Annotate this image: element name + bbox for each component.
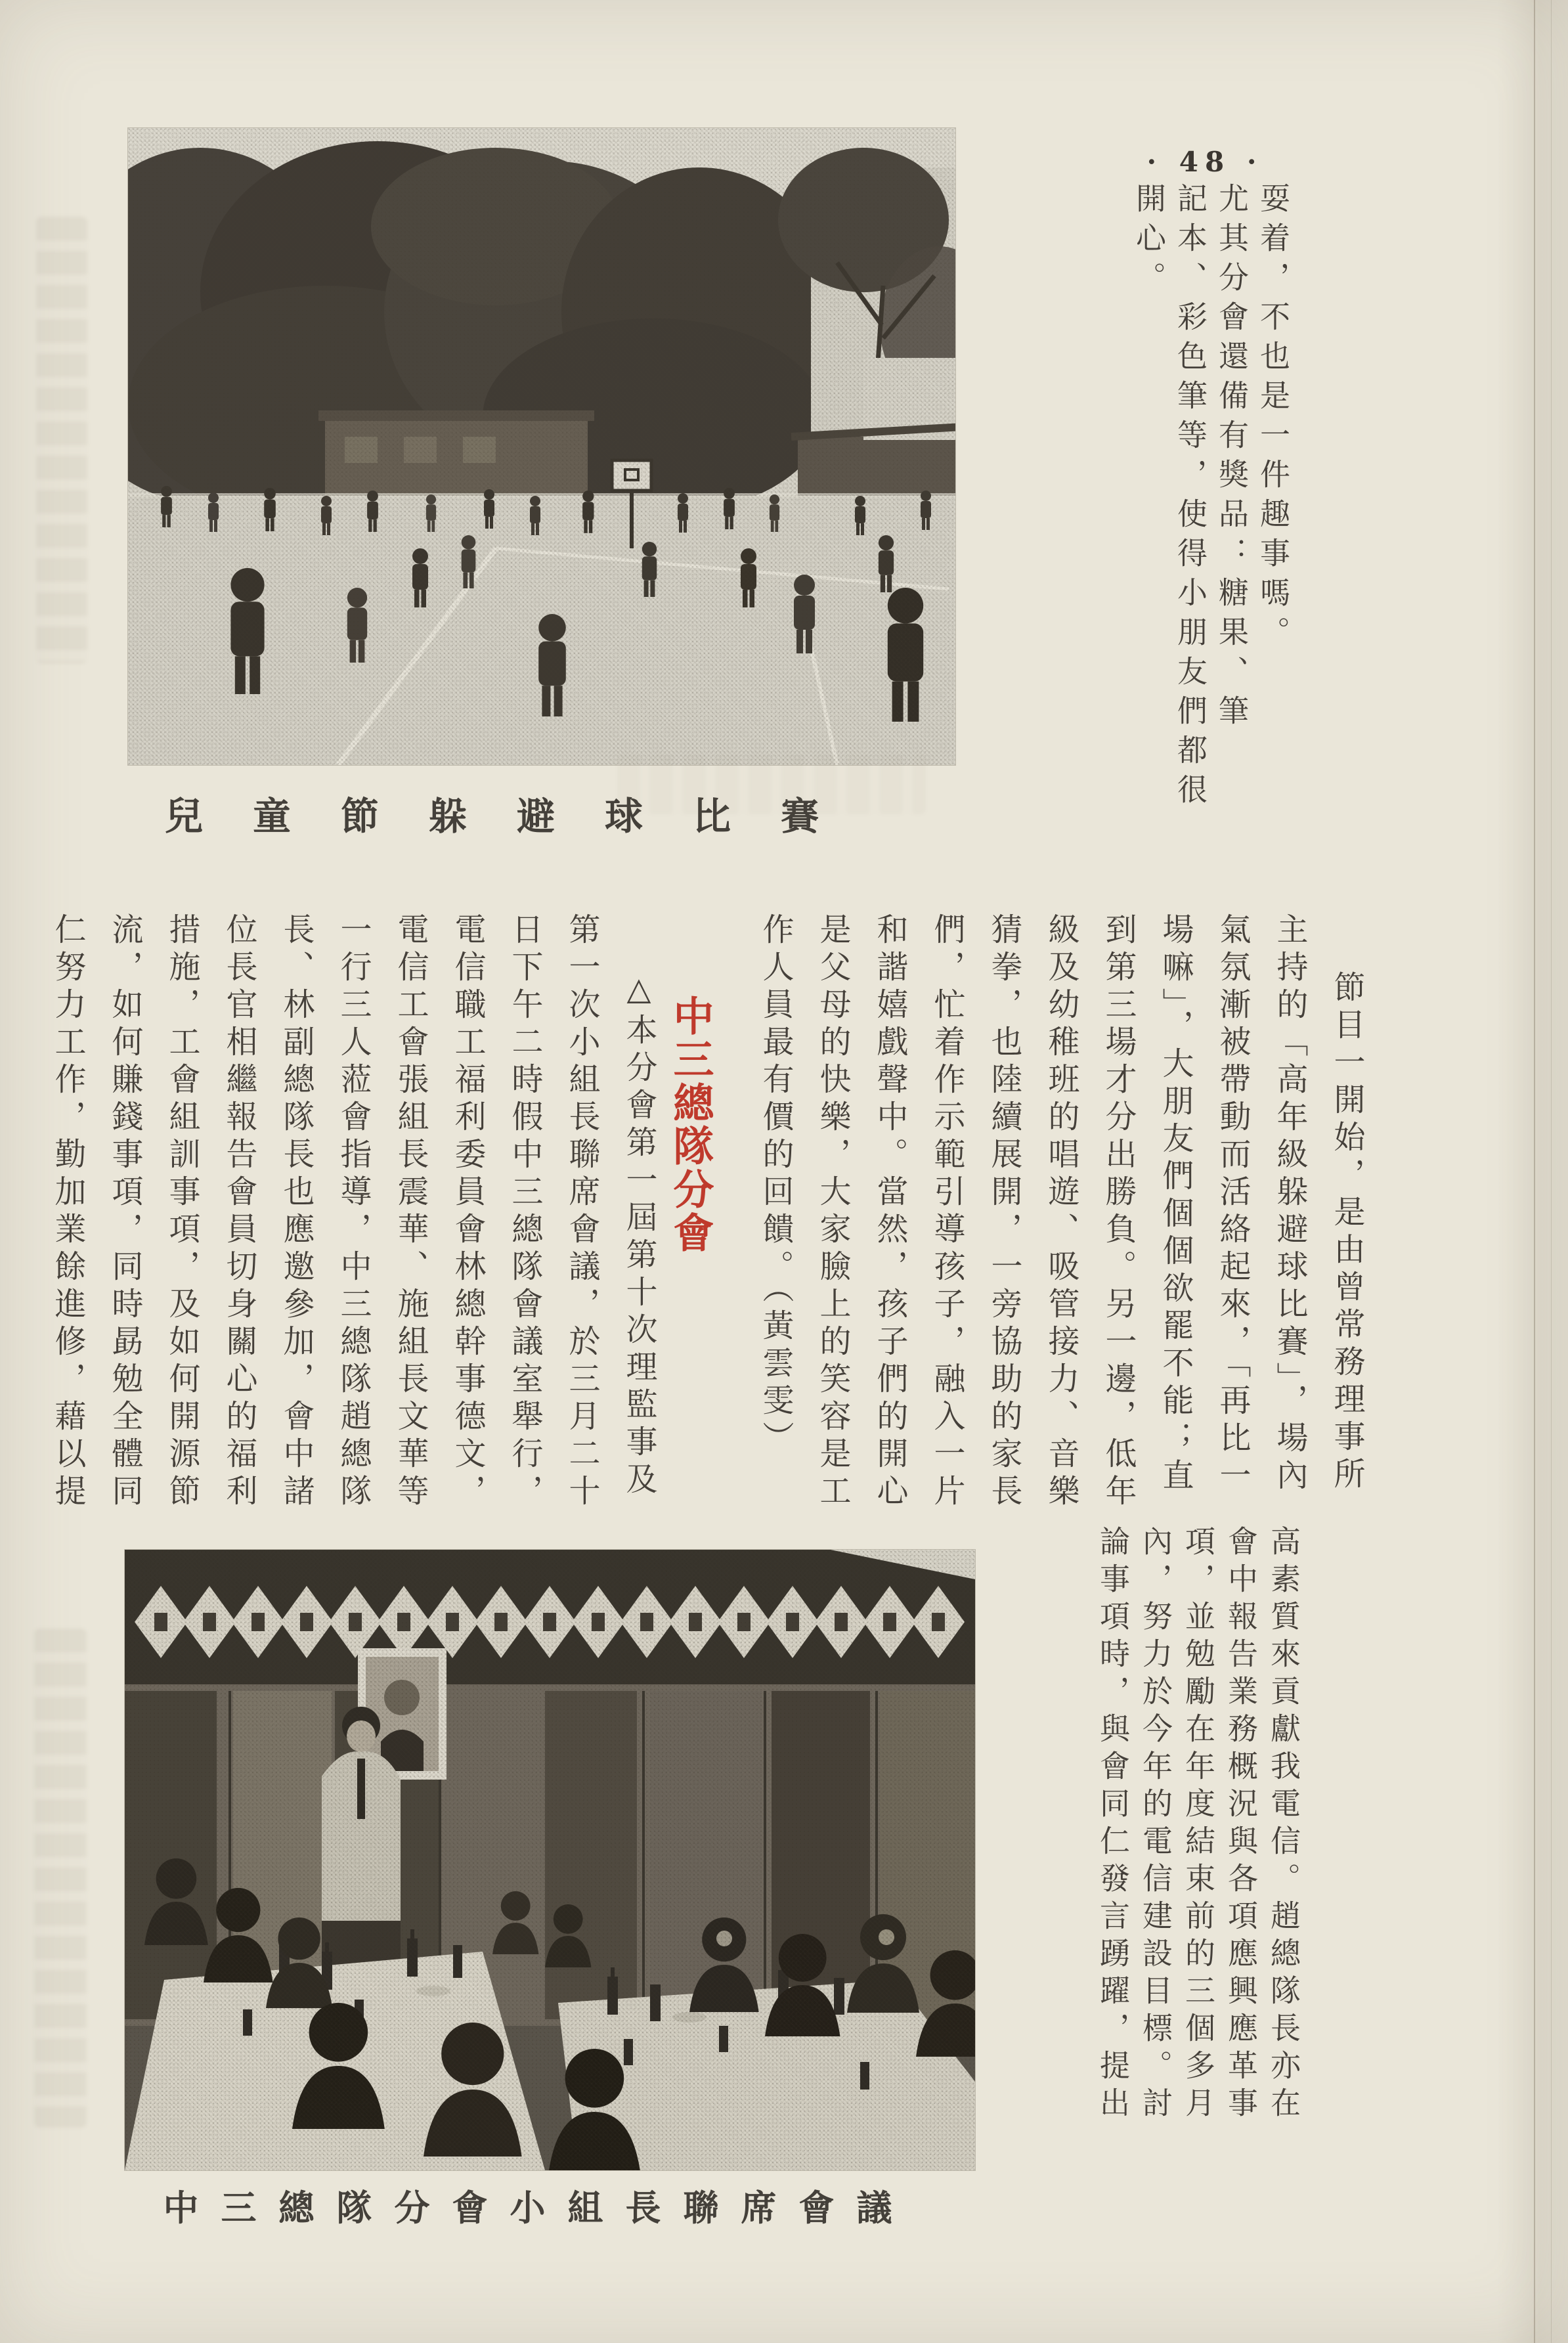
meeting-photo-illustration	[125, 1550, 975, 2170]
page-edge-line	[1534, 0, 1535, 2343]
text-column: 長、林副總隊長也應邀參加，會中諸	[278, 913, 315, 1512]
article-meeting-continued	[1085, 1525, 1299, 2124]
text-column: 內，努力於今年的電信建設目標。討	[1138, 1525, 1173, 2124]
text-column: 項，並勉勵在年度結束前的三個多月	[1181, 1525, 1216, 2124]
text-column: 電信工會張組長震華、施組長文華等	[392, 913, 429, 1512]
text-column: 到第三場才分出勝負。另一邊，低年	[1100, 913, 1137, 1512]
text-column: 場嘛」，大朋友們個個欲罷不能；直	[1157, 913, 1194, 1496]
dodgeball-photo	[128, 128, 955, 765]
text-column: 耍着，不也是一件趣事嗎。	[1255, 183, 1291, 655]
text-column: 日下午二時假中三總隊會議室舉行，	[506, 913, 543, 1512]
text-column: 一行三人蒞會指導，中三總隊趙總隊	[335, 913, 372, 1512]
ink-bleedthrough	[34, 1629, 87, 2128]
text-column: 主持的「高年級躲避球比賽」，場內	[1271, 913, 1308, 1496]
text-column: 論事項時，與會同仁發言踴躍，提出	[1095, 1525, 1131, 2124]
top-right-paragraph	[1123, 183, 1291, 813]
article-childrens-day	[734, 913, 1365, 1512]
photo-caption-dodgeball: 兒童節躲避球比賽	[164, 794, 869, 839]
text-column: 電信職工福利委員會林總幹事德文，	[449, 913, 486, 1512]
text-column: 和諧嬉戲聲中。當然，孩子們的開心	[871, 913, 908, 1512]
text-column: 第一次小組長聯席會議，於三月二十	[563, 913, 600, 1512]
photo-caption-meeting: 中三總隊分會小組長聯席會議	[163, 2187, 915, 2229]
text-column: 仁努力工作，勤加業餘進修，藉以提	[49, 913, 86, 1512]
text-column: 尤其分會還備有獎品：糖果、筆	[1214, 183, 1250, 734]
dodgeball-photo-illustration	[128, 128, 955, 765]
text-column: 流，如何賺錢事項，同時勗勉全體同	[106, 913, 143, 1512]
text-column: 猜拳，也陸續展開，一旁協助的家長	[986, 913, 1022, 1512]
meeting-photo	[125, 1550, 975, 2170]
text-column: 級及幼稚班的唱遊、吸管接力、音樂	[1043, 913, 1079, 1512]
page-edge-line	[1551, 0, 1552, 2343]
page-number: · 48 ·	[1146, 146, 1263, 178]
text-column: 氣氛漸被帶動而活絡起來，「再比一	[1214, 913, 1251, 1496]
text-column: 開心。	[1131, 183, 1167, 301]
text-column: △本分會第一屆第十次理監事及	[621, 971, 657, 1500]
section-heading-red: 中三總隊分會	[666, 995, 714, 1255]
text-column: 會中報告業務概況與各項應興應革事	[1223, 1525, 1259, 2124]
ink-bleedthrough	[617, 755, 926, 814]
article-meeting	[26, 913, 655, 1512]
text-column: 記本、彩色筆等，使得小朋友們都很	[1173, 183, 1208, 813]
text-column: 節目一開始，是由曾常務理事所	[1328, 971, 1365, 1495]
text-column: 措施，工會組訓事項，及如何開源節	[163, 913, 200, 1512]
text-column: 是父母的快樂，大家臉上的笑容是工	[814, 913, 851, 1512]
text-column: 們，忙着作示範引導孩子，融入一片	[928, 913, 965, 1512]
ink-bleedthrough	[36, 217, 87, 663]
page-gutter-shadow	[1497, 0, 1568, 2343]
text-column: 高素質來貢獻我電信。趙總隊長亦在	[1266, 1525, 1301, 2124]
text-column: 位長官相繼報告會員切身關心的福利	[221, 913, 257, 1512]
text-column: 作人員最有價的回饋。（黃雲雯）	[757, 913, 794, 1458]
